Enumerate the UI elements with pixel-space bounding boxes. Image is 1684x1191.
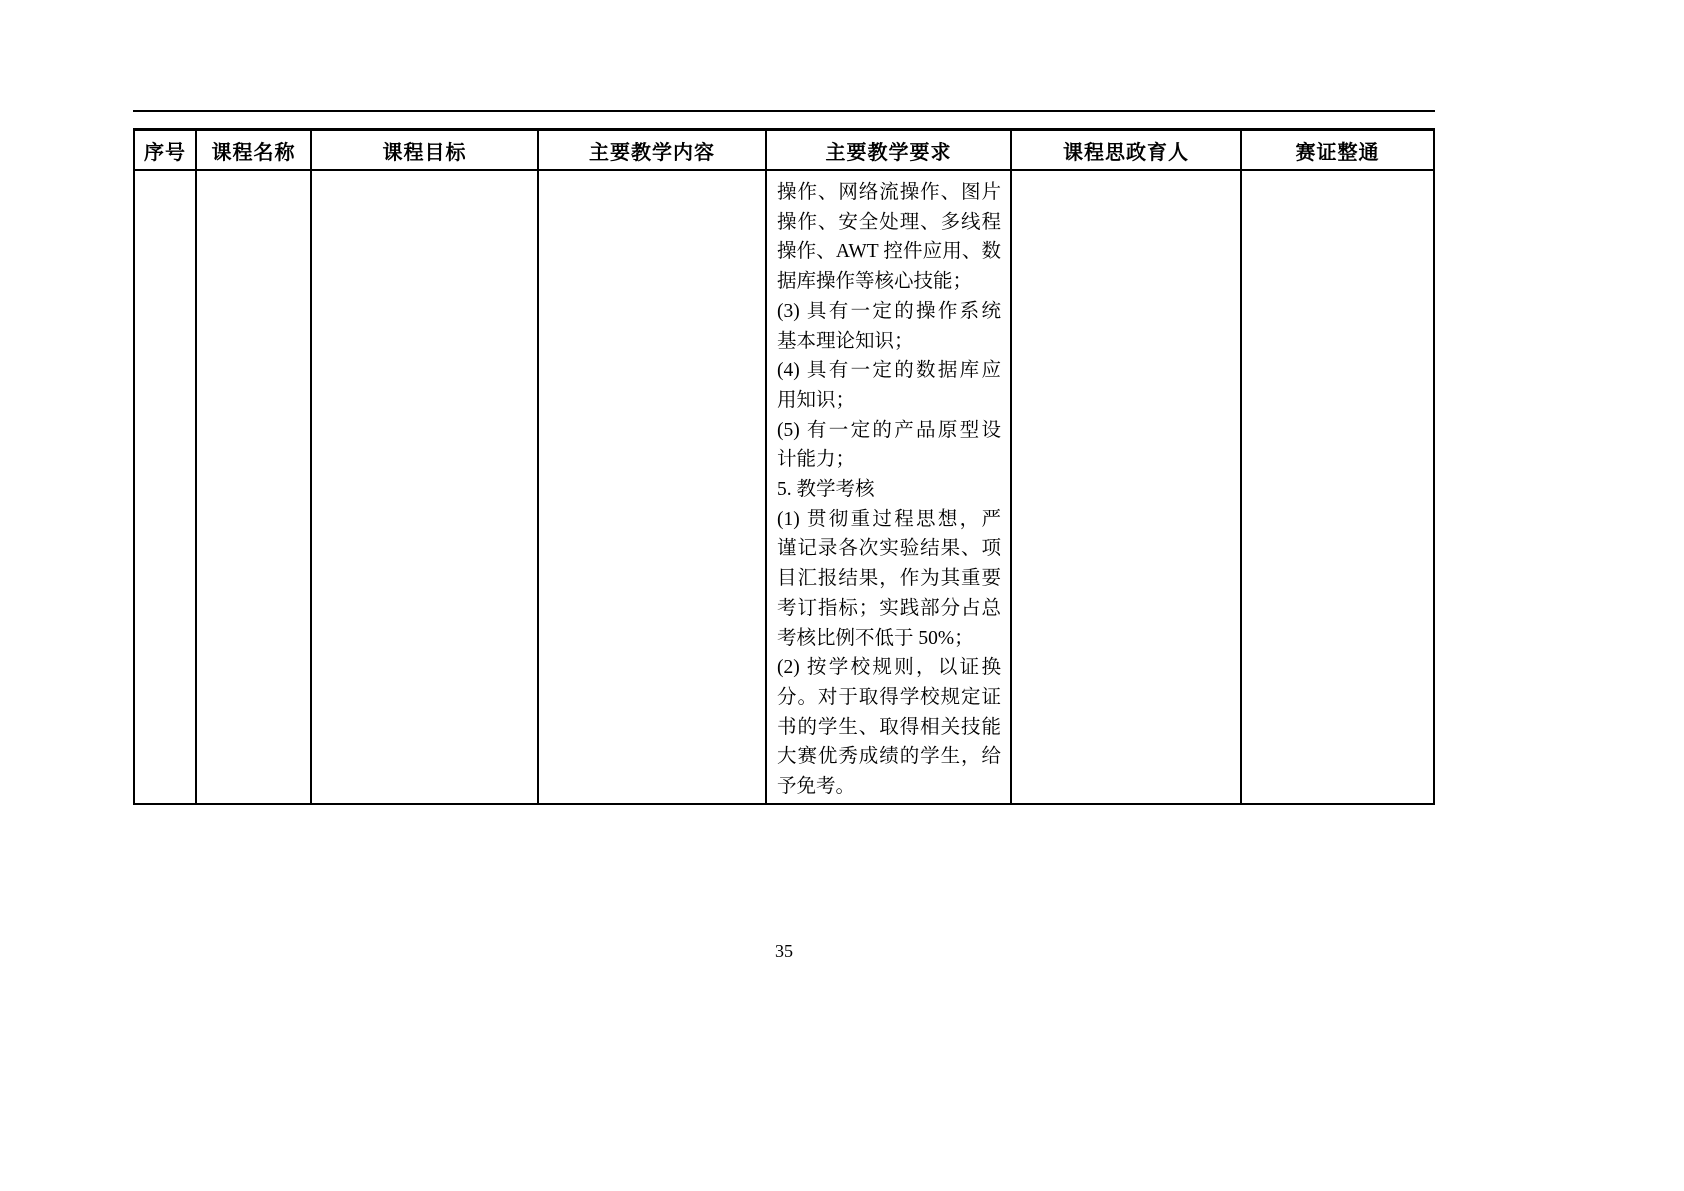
- requirements-line: (4) 具有一定的数据库应: [777, 360, 1001, 382]
- header-cell-ideology: 课程思政育人: [1012, 131, 1242, 169]
- requirements-line: 5. 教学考核: [777, 479, 875, 501]
- requirements-line: (5) 有一定的产品原型设: [777, 419, 1001, 441]
- cell-course-name-empty: [197, 171, 312, 803]
- header-cell-competition: 赛证整通: [1295, 141, 1380, 164]
- requirements-line: (3) 具有一定的操作系统: [777, 300, 1001, 322]
- requirements-line: 书的学生、取得相关技能: [777, 716, 1001, 738]
- requirements-line: 操作、网络流操作、图片: [777, 182, 1001, 203]
- header-cell-sequence: 序号: [135, 131, 197, 169]
- requirements-line: 据库操作等核心技能；: [777, 271, 973, 293]
- requirements-line: (2) 按学校规则，以证换: [777, 657, 1001, 679]
- requirements-line: 操作、AWT 控件应用、数: [777, 241, 1001, 263]
- requirements-line: 用知识；: [777, 389, 856, 411]
- requirements-line: (1) 贯彻重过程思想，严: [777, 508, 1001, 530]
- requirements-line: 计能力；: [777, 449, 856, 471]
- cell-course-goal-empty: [312, 171, 539, 803]
- requirements-line: 分。对于取得学校规定证: [777, 686, 1001, 708]
- header-cell-main-content: 主要教学内容: [539, 131, 767, 169]
- cell-ideology-empty: [1012, 171, 1242, 803]
- curriculum-table: [133, 128, 1435, 805]
- requirements-line: 基本理论知识；: [777, 330, 914, 352]
- requirements-line: 大赛优秀成绩的学生，给: [777, 746, 1001, 768]
- header-cell-course-name: 课程名称: [197, 131, 312, 169]
- cell-main-content-empty: [539, 171, 767, 803]
- requirements-line: 谨记录各次实验结果、项: [777, 538, 1001, 560]
- cell-sequence-empty: [135, 171, 197, 803]
- header-cell-course-goal: 课程目标: [312, 131, 539, 169]
- cell-competition-empty: [1242, 171, 1433, 803]
- table-body-row: [135, 171, 1433, 803]
- header-cell-requirements: 主要教学要求: [767, 131, 1012, 169]
- table-header-row: [135, 131, 1433, 171]
- cell-requirements-text: [767, 171, 1012, 803]
- requirements-line: 考订指标；实践部分占总: [777, 597, 1001, 619]
- requirements-line: 操作、安全处理、多线程: [777, 211, 1001, 233]
- requirements-line: 目汇报结果，作为其重要: [777, 568, 1001, 590]
- page-header-rule: [133, 110, 1435, 112]
- requirements-line: 考核比例不低于 50%；: [777, 627, 974, 649]
- requirements-line: 予免考。: [777, 776, 856, 798]
- page-number: 35: [775, 941, 793, 961]
